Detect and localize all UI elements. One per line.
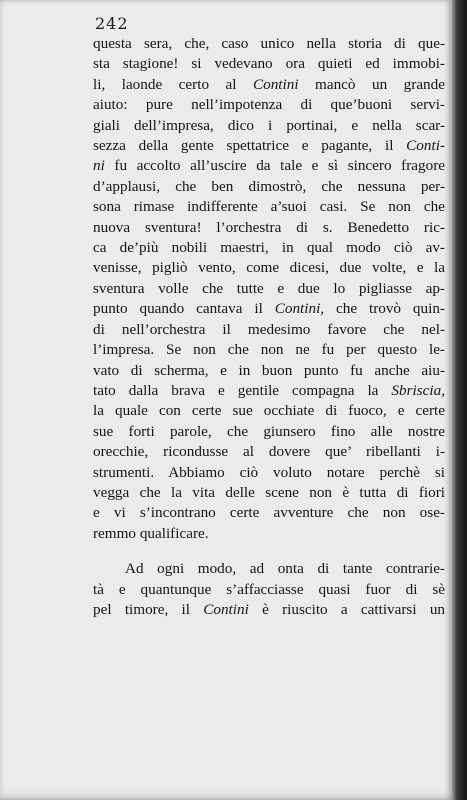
text-run: di nell’orchestra il medesimo favore che nel- <box>93 320 445 338</box>
book-edge <box>452 0 467 800</box>
text-line <box>93 177 445 197</box>
text-line <box>93 422 445 442</box>
text-line <box>93 54 445 74</box>
text-run: sue forti parole, che giunsero fino alle nostre <box>93 422 445 440</box>
text-run: li, laonde certo al <box>93 75 253 93</box>
text-line <box>93 483 445 503</box>
text-line <box>93 600 445 620</box>
text-run: aiuto: pure nell’impotenza di que’buoni servi- <box>93 96 445 114</box>
italic-name: Conti- <box>406 137 445 155</box>
italic-name: Contini <box>203 600 249 618</box>
text-run: mancò un grande <box>298 75 445 93</box>
text-run: fu accolto all’uscire da tale e sì sincero fragore <box>104 157 445 175</box>
body-text <box>93 34 445 620</box>
text-run: vato di scherma, e in buon punto fu anche aiu- <box>93 361 445 379</box>
text-line <box>93 34 445 54</box>
text-run: tà e quantunque s’affacciasse quasi fuor di sè <box>93 580 445 598</box>
text-run: punto quando cantava il <box>93 300 275 318</box>
text-line <box>93 442 445 462</box>
text-line <box>93 197 445 217</box>
text-run: remmo qualificare. <box>93 524 209 542</box>
text-line <box>93 361 445 381</box>
text-line <box>93 381 445 401</box>
text-run: giali dell’impresa, dico i portinai, e nella scar- <box>93 116 445 134</box>
text-run: è riuscito a cattivarsi un <box>248 600 446 618</box>
text-line <box>93 559 445 579</box>
text-run: orecchie, ricondusse al dovere que’ ribellanti i- <box>93 443 445 461</box>
text-line <box>93 258 445 278</box>
text-run: e vi s’incontrano certe avventure che non ose- <box>93 504 445 522</box>
text-run: l’impresa. Se non che non ne fu per questo le- <box>93 341 445 359</box>
text-run: pel timore, il <box>93 600 204 618</box>
italic-name: Contini, <box>274 300 325 318</box>
italic-name: Contini <box>252 75 299 93</box>
text-line <box>93 136 445 156</box>
text-run: tato dalla brava e gentile compagna la <box>93 381 392 399</box>
text-run: sezza della gente spettatrice e pagante, il <box>93 137 407 155</box>
text-run: sta stagione! si vedevano ora quieti ed immobi- <box>93 55 445 73</box>
text-line <box>93 279 445 299</box>
text-line <box>93 116 445 136</box>
text-line <box>93 95 445 115</box>
text-line <box>93 75 445 95</box>
text-run: sona rimase indifferente a’suoi casi. Se non che <box>93 198 445 216</box>
page-number: 242 <box>95 14 129 33</box>
text-line <box>93 401 445 421</box>
text-line <box>93 320 445 340</box>
text-line <box>93 463 445 483</box>
text-run: questa sera, che, caso unico nella storia di que- <box>93 35 445 52</box>
text-run: d’applausi, che ben dimostrò, che nessuna per- <box>93 177 445 195</box>
text-run: vegga che la vita delle scene non è tutta di fiori <box>93 483 445 501</box>
text-line <box>93 340 445 360</box>
text-line <box>93 503 445 523</box>
paragraph-gap <box>93 544 445 559</box>
text-run: venisse, pigliò vento, come dicesi, due volte, e la <box>93 259 445 277</box>
text-run: strumenti. Abbiamo ciò voluto notare perchè si <box>93 463 445 481</box>
text-run: la quale con certe sue occhiate di fuoco, e certe <box>93 402 445 420</box>
text-run: nuova sventura! l’orchestra di s. Benedetto ric- <box>93 218 445 236</box>
italic-name: Sbriscia, <box>391 381 445 399</box>
text-run: che trovò quin- <box>324 300 445 318</box>
text-line <box>93 524 445 544</box>
text-run: ca de’più nobili maestri, in qual modo ciò av- <box>93 239 445 257</box>
text-line <box>93 156 445 176</box>
text-line <box>93 299 445 319</box>
text-line <box>93 218 445 238</box>
text-run: Ad ogni modo, ad onta di tante contrarie- <box>125 560 445 578</box>
italic-name: ni <box>93 157 105 175</box>
text-line <box>93 238 445 258</box>
text-line <box>93 580 445 600</box>
text-run: sventura volle che tutte e due lo pigliasse ap- <box>93 279 445 297</box>
